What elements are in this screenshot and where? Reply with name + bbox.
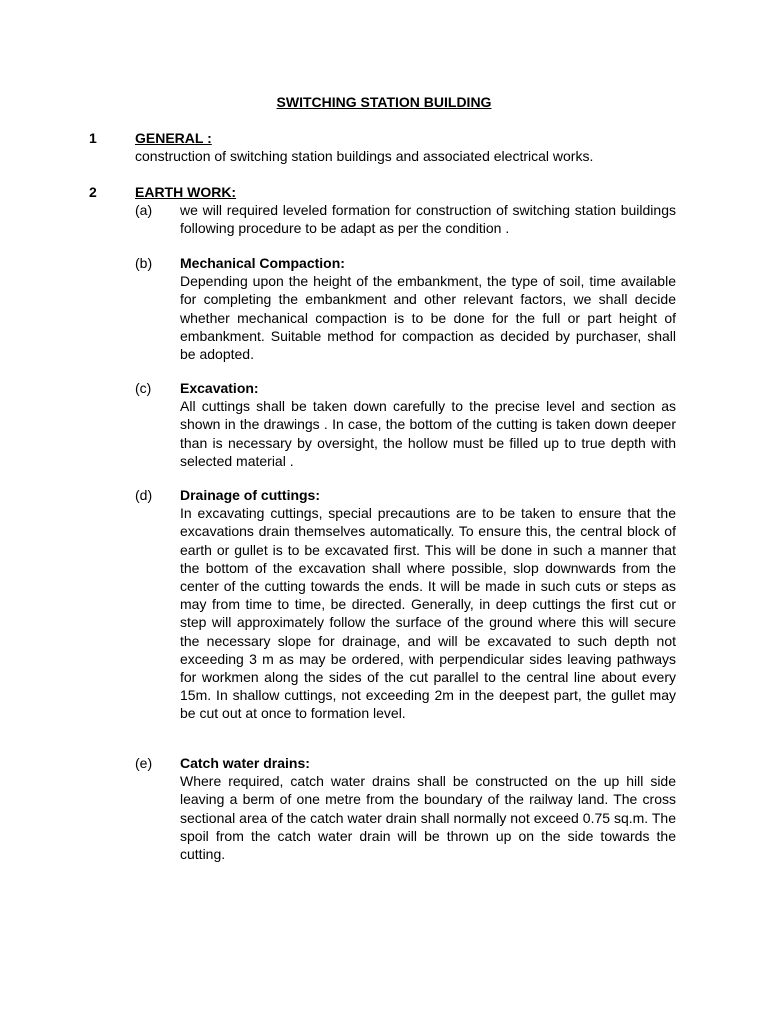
section-heading-earth-work: EARTH WORK: [135, 184, 237, 200]
item-label-c: (c) [135, 380, 152, 396]
item-text-b: Depending upon the height of the embankment, the type of soil, time available for completing the embankment and other relevant factors, we shall decide whether mechanical compaction is to be done for the full or part height of embankment. Suitable method for compaction as decided by purchaser, shall be adopted. [180, 273, 676, 363]
item-text-a: we will required leveled formation for construction of switching station buildings following procedure to be adapt as per the condition . [180, 202, 676, 237]
item-text-c: All cuttings shall be taken down carefully to the precise level and section as shown in the drawings . In case, the bottom of the cutting is taken down deeper than is necessary by oversight, the hollow must be filled up to true depth with selected material . [180, 398, 676, 469]
document-title: SWITCHING STATION BUILDING [276, 94, 492, 110]
item-body-b [180, 254, 676, 363]
item-body-d [180, 486, 676, 723]
item-text-e: Where required, catch water drains shall be constructed on the up hill side leaving a berm of one metre from the boundary of the railway land. The cross sectional area of the catch water drain shall normally not exceed 0.75 sq.m. The spoil from the catch water drain will be thrown up on the side towards the cutting. [180, 773, 676, 863]
item-body-c [180, 379, 676, 470]
section-number-1: 1 [89, 130, 97, 146]
item-heading-excavation: Excavation: [180, 380, 259, 396]
item-label-e: (e) [135, 755, 153, 771]
item-body-a [180, 201, 676, 237]
item-label-b: (b) [135, 255, 153, 271]
item-heading-mechanical-compaction: Mechanical Compaction: [180, 255, 345, 271]
item-body-e [180, 754, 676, 863]
section-text-general: construction of switching station buildings and associated electrical works. [135, 148, 594, 164]
item-label-d: (d) [135, 487, 153, 503]
section-heading-general: GENERAL : [135, 130, 212, 146]
item-label-a: (a) [135, 202, 153, 218]
section-number-2: 2 [89, 184, 97, 200]
item-heading-drainage-of-cuttings: Drainage of cuttings: [180, 487, 321, 503]
item-text-d: In excavating cuttings, special precautions are to be taken to ensure that the excavations drain themselves automatically. To ensure this, the central block of earth or gullet is to be excavated first. This will be done in such a manner that the bottom of the excavation shall where possible, slop downwards from the center of the cutting towards the ends. It will be made in such cuts or steps as may from time to time, be directed. Generally, in deep cuttings the first cut or step will approximately follow the surface of the ground where this will secure the necessary slope for drainage, and will be excavated to such depth not exceeding 3 m as may be ordered, with perpendicular sides leaving pathways for workmen along the sides of the cut parallel to the central line about every 15m. In shallow cuttings, not exceeding 2m in the deepest part, the gullet may be cut out at once to formation level. [180, 505, 676, 722]
item-heading-catch-water-drains: Catch water drains: [180, 755, 310, 771]
